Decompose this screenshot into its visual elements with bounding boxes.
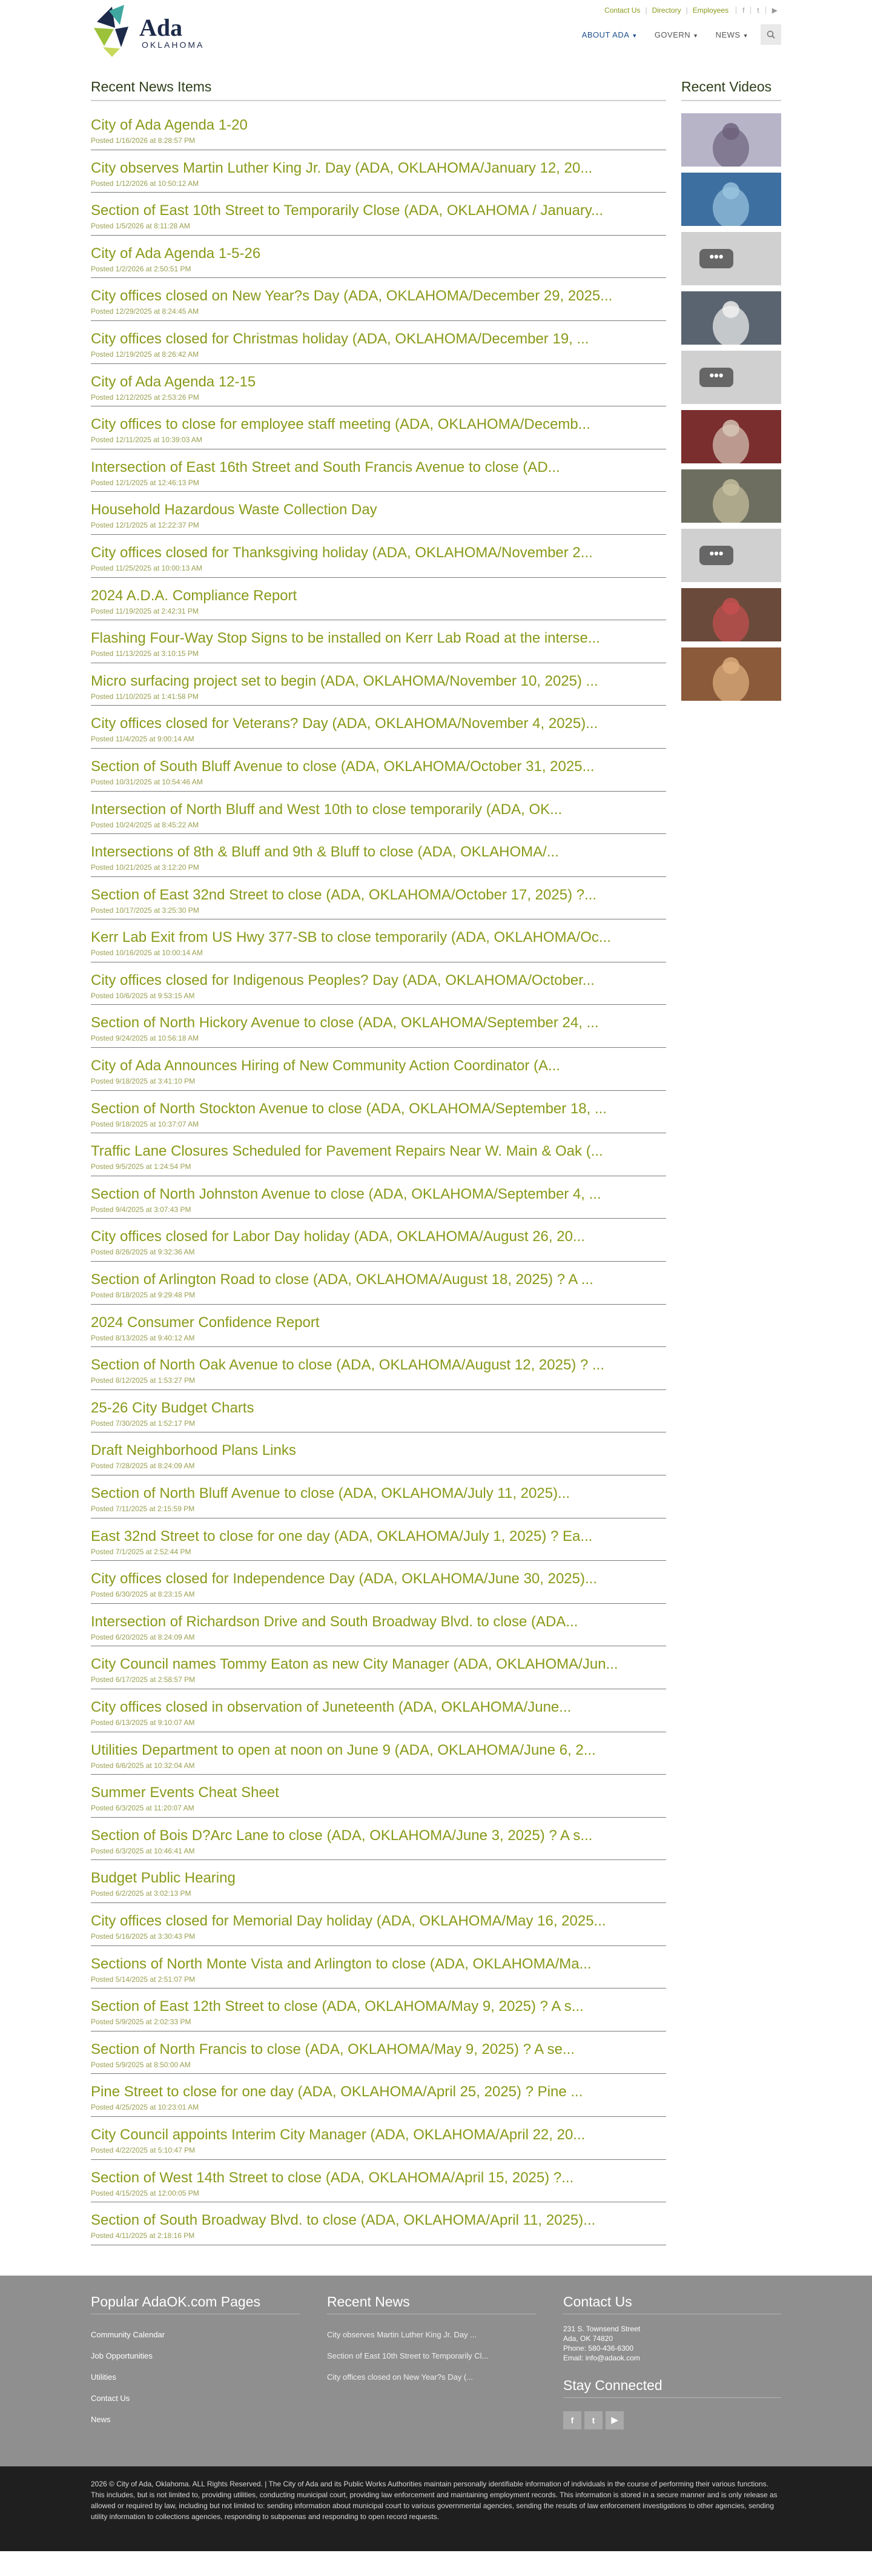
news-title-link[interactable]: City offices closed for Memorial Day holiday (ADA, OKLAHOMA/May 16, 2025... bbox=[91, 1912, 606, 1929]
news-title-link[interactable]: City Council names Tommy Eaton as new City Manager (ADA, OKLAHOMA/Jun... bbox=[91, 1656, 618, 1673]
news-title-link[interactable]: Micro surfacing project set to begin (ADA, OKLAHOMA/November 10, 2025) ... bbox=[91, 672, 598, 689]
news-title-link[interactable]: City of Ada Agenda 1-5-26 bbox=[91, 245, 261, 262]
news-posted-date: Posted 1/12/2026 at 10:50:12 AM bbox=[91, 179, 199, 188]
news-posted-date: Posted 4/15/2025 at 12:00:05 PM bbox=[91, 2188, 199, 2197]
news-posted-date: Posted 6/2/2025 at 3:02:13 PM bbox=[91, 1889, 191, 1898]
chevron-down-icon: ▼ bbox=[632, 32, 638, 39]
nav-label: GOVERN bbox=[654, 30, 691, 39]
video-thumbnail[interactable] bbox=[681, 588, 781, 641]
video-thumbnail[interactable] bbox=[681, 113, 781, 167]
news-title-link[interactable]: Flashing Four-Way Stop Signs to be installed on Kerr Lab Road at the interse... bbox=[91, 630, 600, 647]
nav-govern[interactable] bbox=[646, 30, 707, 39]
news-posted-date: Posted 8/13/2025 at 9:40:12 AM bbox=[91, 1333, 195, 1342]
footer-recent-link[interactable]: City observes Martin Luther King Jr. Day ... bbox=[327, 2329, 477, 2339]
news-list bbox=[91, 107, 666, 2245]
video-list bbox=[681, 113, 781, 701]
news-item bbox=[91, 792, 666, 835]
news-title-link[interactable]: City offices closed on New Year?s Day (ADA, OKLAHOMA/December 29, 2025... bbox=[91, 288, 613, 305]
news-item bbox=[91, 1946, 666, 1989]
chevron-down-icon: ▼ bbox=[693, 32, 699, 39]
nav-label: NEWS bbox=[715, 30, 741, 39]
news-posted-date: Posted 7/11/2025 at 2:15:59 PM bbox=[91, 1505, 195, 1513]
utility-bar bbox=[600, 6, 781, 15]
news-posted-date: Posted 6/17/2025 at 2:58:57 PM bbox=[91, 1675, 196, 1684]
news-item bbox=[91, 834, 666, 877]
popular-links bbox=[91, 2324, 300, 2430]
more-icon: ••• bbox=[699, 546, 733, 565]
video-frame-image bbox=[681, 469, 781, 523]
news-item bbox=[91, 1689, 666, 1732]
news-title-link[interactable]: Section of North Oak Avenue to close (ADA, OKLAHOMA/August 12, 2025) ? ... bbox=[91, 1357, 604, 1374]
news-title-link[interactable]: Section of South Broadway Blvd. to close (ADA, OKLAHOMA/April 11, 2025)... bbox=[91, 2212, 596, 2229]
news-posted-date: Posted 6/6/2025 at 10:32:04 AM bbox=[91, 1761, 195, 1770]
footer-popular-link[interactable]: Community Calendar bbox=[91, 2329, 165, 2339]
search-icon bbox=[767, 30, 775, 39]
news-title-link[interactable]: Section of North Francis to close (ADA, OKLAHOMA/May 9, 2025) ? A se... bbox=[91, 2041, 575, 2058]
news-title-link[interactable]: Draft Neighborhood Plans Links bbox=[91, 1442, 296, 1459]
news-posted-date: Posted 1/16/2026 at 8:28:57 PM bbox=[91, 136, 196, 145]
news-title-link[interactable]: Section of Arlington Road to close (ADA, OKLAHOMA/August 18, 2025) ? A ... bbox=[91, 1271, 593, 1288]
news-title-link[interactable]: Section of North Stockton Avenue to close (ADA, OKLAHOMA/September 18, ... bbox=[91, 1100, 607, 1117]
news-item bbox=[91, 2160, 666, 2203]
news-item bbox=[91, 321, 666, 364]
news-item bbox=[91, 535, 666, 578]
news-item bbox=[91, 1604, 666, 1647]
video-thumbnail[interactable] bbox=[681, 529, 781, 582]
video-frame-image bbox=[681, 173, 781, 226]
news-item bbox=[91, 2117, 666, 2160]
news-item bbox=[91, 2074, 666, 2117]
news-title-link[interactable]: City of Ada Announces Hiring of New Community Action Coordinator (A... bbox=[91, 1058, 561, 1074]
news-posted-date: Posted 5/9/2025 at 8:50:00 AM bbox=[91, 2060, 191, 2069]
news-title-link[interactable]: City of Ada Agenda 12-15 bbox=[91, 373, 256, 390]
news-item bbox=[91, 236, 666, 279]
news-item bbox=[91, 1048, 666, 1091]
video-thumbnail[interactable] bbox=[681, 647, 781, 701]
divider bbox=[750, 7, 751, 14]
news-posted-date: Posted 6/20/2025 at 8:24:09 AM bbox=[91, 1632, 195, 1641]
email-line bbox=[563, 2353, 781, 2363]
footer-popular bbox=[91, 2294, 300, 2430]
news-item bbox=[91, 2202, 666, 2245]
chevron-down-icon: ▼ bbox=[742, 32, 748, 39]
news-title-link[interactable]: Section of Bois D?Arc Lane to close (ADA, OKLAHOMA/June 3, 2025) ? A s... bbox=[91, 1827, 593, 1844]
news-item bbox=[91, 578, 666, 621]
news-title-link[interactable]: City offices closed for Independence Day (ADA, OKLAHOMA/June 30, 2025)... bbox=[91, 1571, 597, 1588]
news-posted-date: Posted 12/1/2025 at 12:22:37 PM bbox=[91, 521, 199, 530]
news-title-link[interactable]: 2024 A.D.A. Compliance Report bbox=[91, 587, 297, 604]
news-posted-date: Posted 9/18/2025 at 10:37:07 AM bbox=[91, 1119, 199, 1128]
news-title-link[interactable]: Section of East 10th Street to Temporarily Close (ADA, OKLAHOMA / January... bbox=[91, 202, 604, 219]
nav-label: ABOUT ADA bbox=[581, 30, 630, 39]
nav-about-ada[interactable] bbox=[573, 30, 646, 39]
news-item bbox=[91, 406, 666, 449]
news-title-link[interactable]: Sections of North Monte Vista and Arlington to close (ADA, OKLAHOMA/Ma... bbox=[91, 1955, 592, 1972]
site-header bbox=[91, 0, 781, 61]
news-item bbox=[91, 1818, 666, 1861]
news-item bbox=[91, 1347, 666, 1390]
footer-popular-link[interactable]: Job Opportunities bbox=[91, 2351, 153, 2360]
news-item bbox=[91, 1262, 666, 1305]
news-posted-date: Posted 4/11/2025 at 2:18:16 PM bbox=[91, 2231, 195, 2240]
news-title-link[interactable]: Section of North Hickory Avenue to close (ADA, OKLAHOMA/September 24, ... bbox=[91, 1015, 599, 1031]
news-title-link[interactable]: Intersection of East 16th Street and South Francis Avenue to close (AD... bbox=[91, 459, 560, 475]
videos-section-title: Recent Videos bbox=[681, 79, 781, 101]
news-title-link[interactable]: City offices closed for Veterans? Day (ADA, OKLAHOMA/November 4, 2025)... bbox=[91, 715, 598, 732]
news-title-link[interactable]: Section of East 32nd Street to close (ADA, OKLAHOMA/October 17, 2025) ?... bbox=[91, 886, 597, 903]
contact-us-link[interactable]: Contact Us bbox=[604, 6, 641, 15]
news-title-link[interactable]: Kerr Lab Exit from US Hwy 377-SB to close temporarily (ADA, OKLAHOMA/Oc... bbox=[91, 929, 611, 946]
news-title-link[interactable]: Summer Events Cheat Sheet bbox=[91, 1784, 279, 1801]
video-thumbnail[interactable] bbox=[681, 232, 781, 285]
youtube-icon[interactable]: ▶ bbox=[771, 6, 778, 15]
twitter-icon[interactable]: t bbox=[757, 6, 759, 15]
news-title-link[interactable]: Section of North Bluff Avenue to close (ADA, OKLAHOMA/July 11, 2025)... bbox=[91, 1485, 570, 1502]
youtube-icon[interactable]: ▶ bbox=[606, 2411, 624, 2429]
videos-column bbox=[681, 79, 781, 2245]
divider: | bbox=[645, 6, 647, 15]
twitter-icon[interactable]: t bbox=[584, 2411, 603, 2429]
news-posted-date: Posted 6/13/2025 at 9:10:07 AM bbox=[91, 1718, 195, 1727]
news-title-link[interactable]: City offices closed for Indigenous Peoples? Day (ADA, OKLAHOMA/October... bbox=[91, 972, 595, 988]
news-title-link[interactable]: 25-26 City Budget Charts bbox=[91, 1399, 254, 1416]
news-posted-date: Posted 10/21/2025 at 3:12:20 PM bbox=[91, 863, 199, 872]
footer-popular-link[interactable]: Utilities bbox=[91, 2372, 116, 2382]
news-posted-date: Posted 9/18/2025 at 3:41:10 PM bbox=[91, 1077, 196, 1086]
news-posted-date: Posted 12/12/2025 at 2:53:26 PM bbox=[91, 392, 199, 402]
facebook-icon[interactable]: f bbox=[742, 6, 745, 15]
news-item bbox=[91, 278, 666, 321]
news-posted-date: Posted 12/1/2025 at 12:46:13 PM bbox=[91, 478, 199, 487]
site-footer bbox=[0, 2276, 872, 2466]
news-posted-date: Posted 7/1/2025 at 2:52:44 PM bbox=[91, 1547, 191, 1556]
news-posted-date: Posted 8/12/2025 at 1:53:27 PM bbox=[91, 1376, 196, 1385]
video-frame-image bbox=[681, 647, 781, 701]
news-posted-date: Posted 4/25/2025 at 10:23:01 AM bbox=[91, 2103, 199, 2112]
news-title-link[interactable]: Utilities Department to open at noon on June 9 (ADA, OKLAHOMA/June 6, 2... bbox=[91, 1741, 596, 1758]
news-posted-date: Posted 11/13/2025 at 3:10:15 PM bbox=[91, 649, 199, 658]
news-posted-date: Posted 10/16/2025 at 10:00:14 AM bbox=[91, 949, 203, 958]
news-posted-date: Posted 11/4/2025 at 9:00:14 AM bbox=[91, 735, 194, 744]
news-posted-date: Posted 9/4/2025 at 3:07:43 PM bbox=[91, 1205, 191, 1214]
news-posted-date: Posted 10/17/2025 at 3:25:30 PM bbox=[91, 906, 199, 915]
news-item bbox=[91, 2031, 666, 2074]
news-item bbox=[91, 1475, 666, 1518]
news-title-link[interactable]: Budget Public Hearing bbox=[91, 1870, 236, 1887]
news-item bbox=[91, 1133, 666, 1176]
news-item bbox=[91, 1219, 666, 1262]
news-title-link[interactable]: Section of West 14th Street to close (ADA, OKLAHOMA/April 15, 2025) ?... bbox=[91, 2169, 574, 2186]
news-item bbox=[91, 1646, 666, 1689]
news-item bbox=[91, 620, 666, 663]
news-posted-date: Posted 1/5/2026 at 8:11:28 AM bbox=[91, 222, 190, 231]
news-posted-date: Posted 12/11/2025 at 10:39:03 AM bbox=[91, 435, 202, 445]
news-posted-date: Posted 4/22/2025 at 5:10:47 PM bbox=[91, 2145, 196, 2154]
more-icon: ••• bbox=[699, 249, 733, 268]
video-thumbnail[interactable] bbox=[681, 410, 781, 463]
news-posted-date: Posted 5/14/2025 at 2:51:07 PM bbox=[91, 1975, 196, 1984]
facebook-icon[interactable]: f bbox=[563, 2411, 581, 2429]
footer-popular-link[interactable]: Contact Us bbox=[91, 2393, 130, 2403]
news-item bbox=[91, 150, 666, 193]
phone-line: Phone: 580-436-6300 bbox=[563, 2343, 634, 2353]
news-item bbox=[91, 1903, 666, 1946]
news-title-link[interactable]: City offices closed in observation of Juneteenth (ADA, OKLAHOMA/June... bbox=[91, 1698, 572, 1715]
directory-link[interactable]: Directory bbox=[652, 6, 681, 15]
news-item bbox=[91, 877, 666, 920]
news-posted-date: Posted 8/26/2025 at 9:32:36 AM bbox=[91, 1248, 195, 1257]
video-thumbnail[interactable] bbox=[681, 351, 781, 404]
video-thumbnail[interactable] bbox=[681, 291, 781, 345]
news-title-link[interactable]: Household Hazardous Waste Collection Day bbox=[91, 502, 377, 518]
news-posted-date: Posted 8/18/2025 at 9:29:48 PM bbox=[91, 1291, 196, 1300]
footer-recent-link[interactable]: Section of East 10th Street to Temporarily Cl... bbox=[327, 2351, 489, 2360]
news-title-link[interactable]: City offices closed for Thanksgiving holiday (ADA, OKLAHOMA/November 2... bbox=[91, 544, 593, 561]
video-thumbnail[interactable] bbox=[681, 469, 781, 523]
copyright-bar bbox=[0, 2466, 872, 2551]
news-item bbox=[91, 919, 666, 962]
news-posted-date: Posted 10/24/2025 at 8:45:22 AM bbox=[91, 820, 199, 829]
news-posted-date: Posted 1/2/2026 at 2:50:51 PM bbox=[91, 264, 191, 273]
news-title-link[interactable]: Section of East 12th Street to close (ADA, OKLAHOMA/May 9, 2025) ? A s... bbox=[91, 1998, 584, 2015]
news-posted-date: Posted 5/9/2025 at 2:02:33 PM bbox=[91, 2018, 191, 2027]
news-item bbox=[91, 663, 666, 706]
footer-popular-link[interactable]: News bbox=[91, 2414, 111, 2424]
video-frame-image bbox=[681, 410, 781, 463]
news-title-link[interactable]: 2024 Consumer Confidence Report bbox=[91, 1314, 320, 1331]
news-posted-date: Posted 6/30/2025 at 8:23:15 AM bbox=[91, 1590, 195, 1599]
search-button[interactable] bbox=[761, 24, 781, 45]
nav-news[interactable] bbox=[707, 30, 757, 39]
news-posted-date: Posted 6/3/2025 at 11:20:07 AM bbox=[91, 1804, 194, 1813]
social-buttons bbox=[563, 2411, 781, 2429]
news-item bbox=[91, 1732, 666, 1775]
logo-subtitle: OKLAHOMA bbox=[142, 40, 205, 50]
address-line: Ada, OK 74820 bbox=[563, 2334, 613, 2343]
news-item bbox=[91, 1860, 666, 1903]
video-frame-image bbox=[681, 588, 781, 641]
main-nav bbox=[573, 24, 781, 45]
news-posted-date: Posted 12/29/2025 at 8:24:45 AM bbox=[91, 307, 199, 316]
news-title-link[interactable]: City offices closed for Labor Day holiday (ADA, OKLAHOMA/August 26, 20... bbox=[91, 1228, 585, 1245]
recent-links bbox=[327, 2324, 536, 2388]
news-posted-date: Posted 12/19/2025 at 8:26:42 AM bbox=[91, 349, 199, 359]
news-item bbox=[91, 1176, 666, 1219]
news-posted-date: Posted 11/10/2025 at 1:41:58 PM bbox=[91, 692, 199, 701]
news-posted-date: Posted 7/30/2025 at 1:52:17 PM bbox=[91, 1419, 196, 1428]
news-title-link[interactable]: City of Ada Agenda 1-20 bbox=[91, 117, 248, 133]
news-item bbox=[91, 749, 666, 792]
video-thumbnail[interactable] bbox=[681, 173, 781, 226]
news-item bbox=[91, 1305, 666, 1348]
news-title-link[interactable]: Section of North Johnston Avenue to close (ADA, OKLAHOMA/September 4, ... bbox=[91, 1185, 601, 1202]
news-item bbox=[91, 1775, 666, 1818]
news-posted-date: Posted 9/5/2025 at 1:24:54 PM bbox=[91, 1162, 191, 1171]
news-item bbox=[91, 1432, 666, 1475]
news-posted-date: Posted 7/28/2025 at 8:24:09 AM bbox=[91, 1462, 195, 1471]
footer-recent-title: Recent News bbox=[327, 2294, 536, 2314]
copyright-text: 2026 © City of Ada, Oklahoma. ALL Rights Reserved. | The City of Ada and its Public Works Authorities maintain personally identifiable information of individuals in the course of performing their various functions. This includes, but is not limited to, providing utilities, conducting municipal court, providing law enforcement and maintaining employment records. This information is stored in a secure manner and is only release as allowed or required by law, including but not limited to: sending information about municipal court to various governmental agencies, sending the results of law enforcement investigations to other agencies, sending utility information to collections agencies, responding to subpoenas and responding to open record requests. bbox=[91, 2479, 778, 2521]
more-icon: ••• bbox=[699, 368, 733, 387]
footer-contact-title: Contact Us bbox=[563, 2294, 781, 2314]
news-item bbox=[91, 193, 666, 236]
news-title-link[interactable]: Intersections of 8th & Bluff and 9th & Bluff to close (ADA, OKLAHOMA/... bbox=[91, 844, 559, 861]
news-item bbox=[91, 962, 666, 1005]
news-posted-date: Posted 6/3/2025 at 10:46:41 AM bbox=[91, 1846, 195, 1855]
logo-word: Ada bbox=[139, 14, 183, 41]
news-title-link[interactable]: Pine Street to close for one day (ADA, OKLAHOMA/April 25, 2025) ? Pine ... bbox=[91, 2084, 583, 2101]
footer-recent-link[interactable]: City offices closed on New Year?s Day (... bbox=[327, 2372, 474, 2382]
news-title-link[interactable]: Intersection of Richardson Drive and South Broadway Blvd. to close (ADA... bbox=[91, 1613, 578, 1630]
news-item bbox=[91, 1988, 666, 2031]
employees-link[interactable]: Employees bbox=[692, 6, 729, 15]
news-title-link[interactable]: City observes Martin Luther King Jr. Day (ADA, OKLAHOMA/January 12, 20... bbox=[91, 159, 593, 176]
email-label: Email: bbox=[563, 2353, 586, 2362]
news-item bbox=[91, 1005, 666, 1048]
news-title-link[interactable]: Traffic Lane Closures Scheduled for Pavement Repairs Near W. Main & Oak (... bbox=[91, 1143, 603, 1160]
video-frame-image bbox=[681, 113, 781, 167]
email-link[interactable]: info@adaok.com bbox=[585, 2353, 640, 2362]
news-item bbox=[91, 706, 666, 749]
news-section-title: Recent News Items bbox=[91, 79, 666, 101]
main-content bbox=[91, 79, 781, 2245]
news-title-link[interactable]: City Council appoints Interim City Manager (ADA, OKLAHOMA/April 22, 20... bbox=[91, 2126, 586, 2143]
news-item bbox=[91, 492, 666, 535]
divider bbox=[765, 7, 766, 14]
news-title-link[interactable]: Section of South Bluff Avenue to close (ADA, OKLAHOMA/October 31, 2025... bbox=[91, 758, 595, 775]
news-posted-date: Posted 11/25/2025 at 10:00:13 AM bbox=[91, 563, 202, 572]
news-item bbox=[91, 1518, 666, 1561]
news-item bbox=[91, 449, 666, 492]
news-title-link[interactable]: City offices closed for Christmas holiday (ADA, OKLAHOMA/December 19, ... bbox=[91, 330, 589, 347]
news-column bbox=[91, 79, 666, 2245]
footer-popular-title: Popular AdaOK.com Pages bbox=[91, 2294, 300, 2314]
news-title-link[interactable]: Intersection of North Bluff and West 10th to close temporarily (ADA, OK... bbox=[91, 801, 563, 818]
news-posted-date: Posted 5/16/2025 at 3:30:43 PM bbox=[91, 1932, 196, 1941]
news-title-link[interactable]: City offices to close for employee staff meeting (ADA, OKLAHOMA/Decemb... bbox=[91, 416, 590, 433]
footer-connect-title: Stay Connected bbox=[563, 2377, 781, 2398]
news-posted-date: Posted 10/6/2025 at 9:53:15 AM bbox=[91, 991, 195, 1000]
news-item bbox=[91, 1390, 666, 1433]
video-frame-image bbox=[681, 291, 781, 345]
news-item bbox=[91, 1561, 666, 1604]
news-item bbox=[91, 364, 666, 407]
news-title-link[interactable]: East 32nd Street to close for one day (ADA, OKLAHOMA/July 1, 2025) ? Ea... bbox=[91, 1528, 593, 1545]
news-posted-date: Posted 10/31/2025 at 10:54:46 AM bbox=[91, 777, 203, 786]
news-posted-date: Posted 9/24/2025 at 10:56:18 AM bbox=[91, 1034, 199, 1043]
news-item bbox=[91, 107, 666, 150]
footer-recent-news bbox=[327, 2294, 536, 2430]
news-posted-date: Posted 11/19/2025 at 2:42:31 PM bbox=[91, 606, 199, 615]
footer-contact bbox=[563, 2294, 781, 2430]
divider: | bbox=[685, 6, 688, 15]
news-item bbox=[91, 1091, 666, 1134]
address-line: 231 S. Townsend Street bbox=[563, 2324, 641, 2333]
